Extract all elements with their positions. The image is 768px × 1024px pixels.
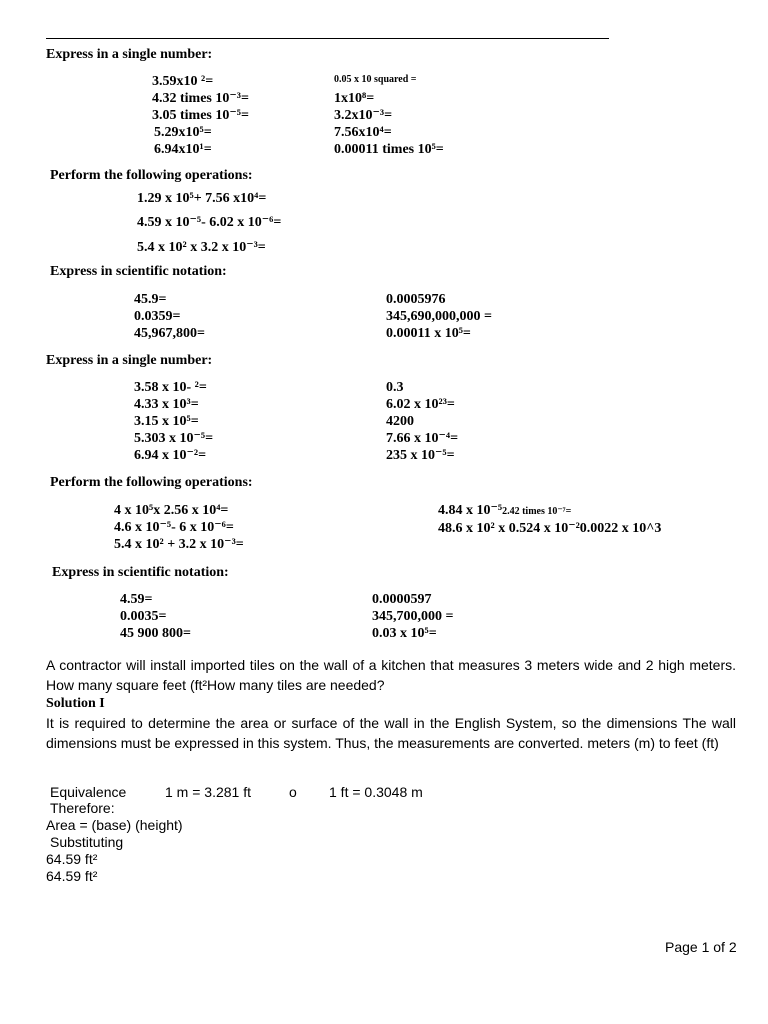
therefore-text: Therefore:: [50, 800, 115, 816]
operation-list-left-5: [114, 502, 244, 553]
operation-item: [438, 502, 661, 520]
problem-item: 0.0005976: [386, 292, 446, 307]
operation-item: 5.4 x 10² x 3.2 x 10⁻³=: [137, 240, 266, 255]
problem-item: 0.3: [386, 380, 404, 395]
problem-item: 3.15 x 10⁵=: [134, 414, 199, 429]
problem-item: 0.0035=: [120, 609, 167, 624]
section-heading-single-number-2: Express in a single number:: [46, 353, 213, 368]
problem-item: 3.59x10 ²=: [152, 74, 214, 89]
problem-item: 5.303 x 10⁻⁵=: [134, 431, 214, 446]
problem-list-left-1: [152, 73, 249, 158]
section-heading-scientific-2: Express in scientific notation:: [52, 565, 229, 580]
problem-list-left-6: [120, 591, 191, 642]
operation-item: 4.59 x 10⁻⁵- 6.02 x 10⁻⁶=: [137, 215, 282, 230]
problem-item: 0.05 x 10 squared =: [334, 74, 417, 85]
problem-list-left-4: [134, 379, 213, 464]
problem-item: 3.58 x 10- ²=: [134, 380, 207, 395]
operation-item: 4 x 10⁵x 2.56 x 10⁴=: [114, 503, 229, 518]
equivalence-label: Equivalence: [50, 784, 127, 800]
page-number: Page 1 of 2: [665, 939, 737, 955]
problem-item: 45,967,800=: [134, 326, 205, 341]
problem-item: 1x10⁸=: [334, 91, 375, 106]
result-area-1: 64.59 ft²: [46, 851, 98, 867]
operation-item: 5.4 x 10² + 3.2 x 10⁻³=: [114, 537, 244, 552]
section-heading-single-number-1: Express in a single number:: [46, 47, 213, 62]
problem-item: 6.94 x 10⁻²=: [134, 448, 207, 463]
operation-item: 4.6 x 10⁻⁵- 6 x 10⁻⁶=: [114, 520, 234, 535]
area-formula: Area = (base) (height): [46, 817, 183, 833]
problem-item: 6.02 x 10²³=: [386, 397, 455, 412]
equivalence-feet-to-meter: 1 ft = 0.3048 m: [329, 784, 423, 800]
result-area-2: 64.59 ft²: [46, 868, 98, 884]
top-rule: [46, 38, 609, 39]
problem-item: 0.0359=: [134, 309, 181, 324]
operation-part: 4.84 x 10⁻⁵: [438, 503, 503, 518]
substituting-text: Substituting: [50, 834, 124, 850]
problem-item: 3.05 times 10⁻⁵=: [152, 108, 249, 123]
problem-item: 5.29x10⁵=: [154, 125, 212, 140]
problem-list-left-3: [134, 291, 205, 342]
equivalence-or: o: [289, 784, 297, 800]
problem-item: 345,690,000,000 =: [386, 309, 492, 324]
solution-title: Solution I: [46, 696, 105, 711]
word-problem-statement: A contractor will install imported tiles on the wall of a kitchen that measures 3 meters wide and 2 high meters. How many square feet (ft²How many tiles are needed?: [46, 657, 736, 693]
problem-item: 0.03 x 10⁵=: [372, 626, 437, 641]
problem-item: 45.9=: [134, 292, 167, 307]
problem-item: 4.32 times 10⁻³=: [152, 91, 249, 106]
problem-item: 7.56x10⁴=: [334, 125, 392, 140]
operation-item: 1.29 x 10⁵+ 7.56 x10⁴=: [137, 191, 267, 206]
problem-item: 0.00011 x 10⁵=: [386, 326, 471, 341]
problem-item: 6.94x10¹=: [154, 142, 212, 157]
problem-item: 4200: [386, 414, 414, 429]
problem-list-right-1: [334, 73, 444, 158]
problem-item: 4.33 x 10³=: [134, 397, 199, 412]
problem-list-right-6: [372, 591, 453, 642]
problem-item: 0.00011 times 10⁵=: [334, 142, 444, 157]
problem-list-right-4: [386, 379, 458, 464]
problem-item: 45 900 800=: [120, 626, 191, 641]
solution-explanation: It is required to determine the area or surface of the wall in the English System, so the dimensions The wall dimensions must be expressed in this system. Thus, the measurements are converted. meters (m) to feet (ft): [46, 715, 736, 751]
equivalence-meter-to-feet: 1 m = 3.281 ft: [165, 784, 251, 800]
problem-item: 4.59=: [120, 592, 153, 607]
section-heading-operations-2: Perform the following operations:: [50, 475, 253, 490]
problem-item: 0.0000597: [372, 592, 432, 607]
section-heading-scientific-1: Express in scientific notation:: [50, 264, 227, 279]
problem-list-right-3: [386, 291, 492, 342]
operation-item: 48.6 x 10² x 0.524 x 10⁻²0.0022 x 10^3: [438, 521, 662, 536]
problem-item: 345,700,000 =: [372, 609, 454, 624]
problem-item: 235 x 10⁻⁵=: [386, 448, 455, 463]
operation-list-right-5: [438, 502, 661, 537]
problem-item: 7.66 x 10⁻⁴=: [386, 431, 459, 446]
operation-part: 2.42 times 10⁻⁷=: [502, 506, 572, 517]
section-heading-operations-1: Perform the following operations:: [50, 168, 253, 183]
problem-item: 3.2x10⁻³=: [334, 108, 393, 123]
